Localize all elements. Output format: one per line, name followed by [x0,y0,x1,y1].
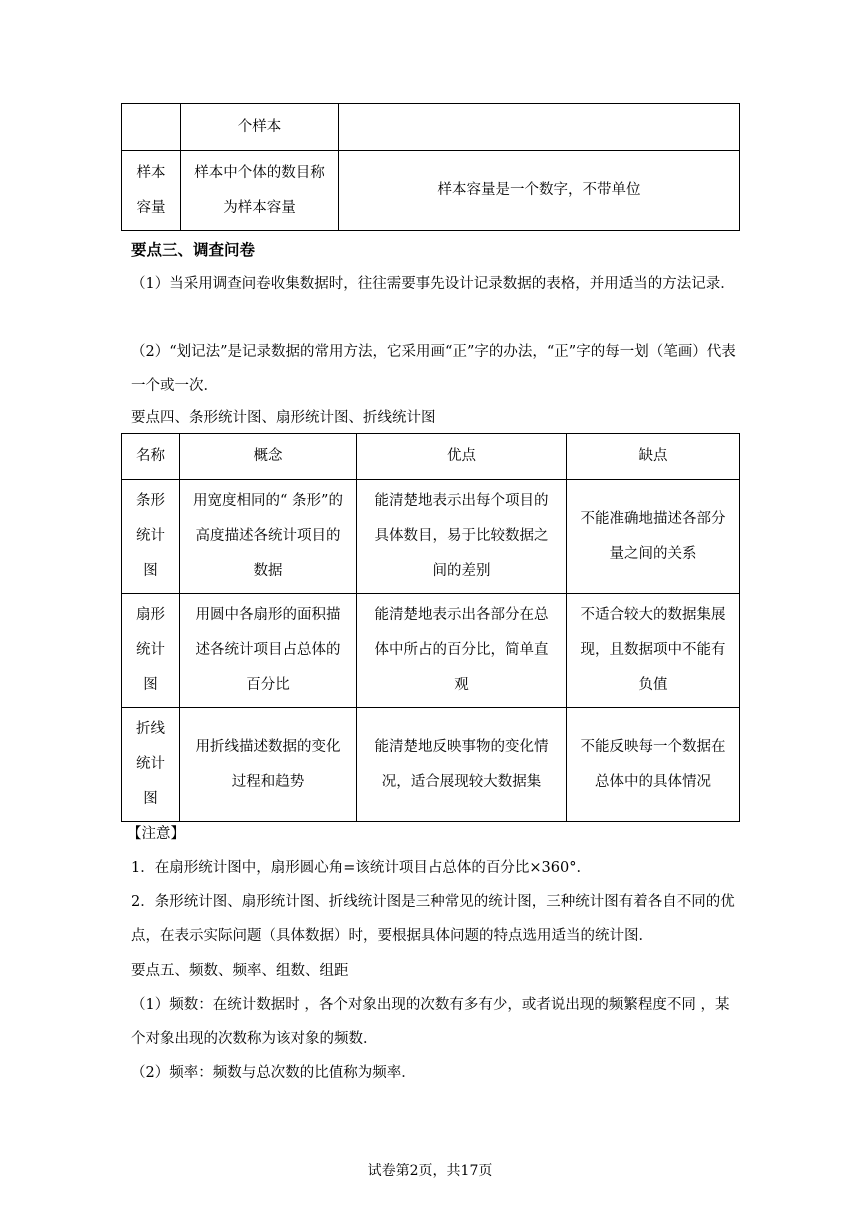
concept-cell: 用折线描述数据的变化过程和趋势 [180,708,357,822]
name-cell: 条形统计图 [122,480,180,594]
term-cell: 样本容量 [122,151,181,231]
header-cell: 名称 [122,434,180,480]
paragraph: （2）“划记法”是记录数据的常用方法，它采用画“正”字的办法，“正”字的每一划（笔画）代表一个或一次． [131,344,736,394]
advantage-cell: 能清楚地表示出各部分在总体中所占的百分比，简单直观 [357,594,567,708]
name-cell: 扇形统计图 [122,594,180,708]
page-footer: 试卷第2页，共17页 [367,1163,493,1179]
paragraph: （1）当采用调查问卷收集数据时，往往需要事先设计记录数据的表格，并用适当的方法记录． [131,276,735,292]
table-header-row [122,434,740,480]
header-cell: 概念 [180,434,357,480]
section-heading: 要点四、条形统计图、扇形统计图、折线统计图 [131,410,436,426]
advantage-cell: 能清楚地反映事物的变化情况，适合展现较大数据集 [357,708,567,822]
note-cell: 样本容量是一个数字，不带单位 [339,151,740,231]
section-heading: 要点三、调查问卷 [131,240,256,259]
definition-cell: 个样本 [181,104,339,151]
definition-cell: 样本中个体的数目称为样本容量 [181,151,339,231]
disadvantage-cell: 不适合较大的数据集展现，且数据项中不能有负值 [567,594,740,708]
header-cell: 优点 [357,434,567,480]
paragraph: （1）频数：在统计数据时 ，各个对象出现的次数有多有少，或者说出现的频繁程度不同 ，某个对象出现的次数称为该对象的频数． [131,997,730,1047]
section-heading: 要点五、频数、频率、组数、组距 [131,963,349,979]
concept-cell: 用宽度相同的“ 条形”的高度描述各统计项目的数据 [180,480,357,594]
note-cell [339,104,740,151]
header-cell: 缺点 [567,434,740,480]
notes-heading: 【注意】 [127,826,185,842]
sample-table [121,103,740,231]
paragraph: （2）频率：频数与总次数的比值称为频率． [131,1065,416,1081]
table-row [122,708,740,822]
disadvantage-cell: 不能反映每一个数据在总体中的具体情况 [567,708,740,822]
note-item: 1．在扇形统计图中，扇形圆心角=该统计项目占总体的百分比×360°． [131,860,591,876]
table-row [122,151,740,231]
table-row [122,594,740,708]
advantage-cell: 能清楚地表示出每个项目的具体数目，易于比较数据之间的差别 [357,480,567,594]
name-cell: 折线统计图 [122,708,180,822]
concept-cell: 用圆中各扇形的面积描述各统计项目占总体的百分比 [180,594,357,708]
disadvantage-cell: 不能准确地描述各部分量之间的关系 [567,480,740,594]
note-item: 2．条形统计图、扇形统计图、折线统计图是三种常见的统计图，三种统计图有着各自不同的优点，在表示实际问题（具体数据）时，要根据具体问题的特点选用适当的统计图． [131,894,735,944]
table-row [122,104,740,151]
table-row [122,480,740,594]
term-cell [122,104,181,151]
chart-comparison-table [121,433,740,822]
